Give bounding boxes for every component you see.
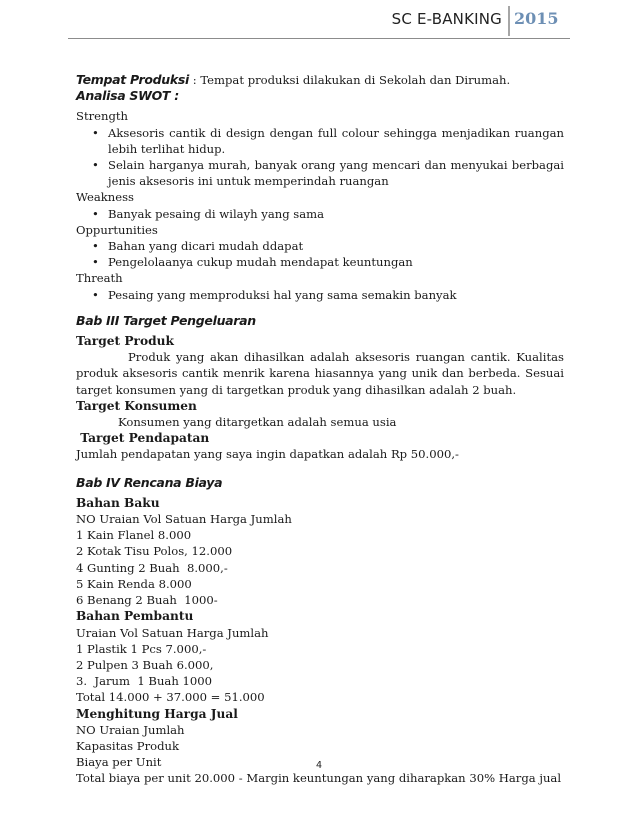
table-row: Uraian Vol Satuan Harga Jumlah: [76, 625, 269, 640]
list-item: • Banyak pesaing di wilayh yang sama: [76, 206, 564, 222]
table-row: 1 Kain Flanel 8.000: [76, 528, 192, 543]
table-row: 2 Pulpen 3 Buah 6.000,: [76, 657, 214, 672]
list-item: • Selain harganya murah, banyak orang yang mencari dan menyukai berbagai jenis aksesoris ini untuk memperindah ruangan: [76, 157, 564, 189]
table-row: 2 Kotak Tisu Polos, 12.000: [76, 544, 233, 559]
bahan-pembantu-title: Bahan Pembantu: [76, 609, 194, 624]
table-row: NO Uraian Vol Satuan Harga Jumlah: [76, 512, 292, 527]
header-year: 2015: [514, 9, 559, 28]
target-konsumen-title: Target Konsumen: [76, 398, 197, 413]
weakness-label: Weakness: [76, 190, 134, 205]
bab4-heading: Bab IV Rencana Biaya: [76, 474, 223, 490]
tempat-produksi-label: Tempat Produksi: [76, 72, 190, 87]
bab3-heading: Bab III Target Pengeluaran: [76, 312, 256, 328]
target-konsumen-text: Konsumen yang ditargetkan adalah semua usia: [118, 415, 397, 430]
strength-label: Strength: [76, 109, 129, 124]
table-row: 4 Gunting 2 Buah 8.000,-: [76, 560, 228, 575]
page-content: [76, 72, 564, 787]
table-row: 6 Benang 2 Buah 1000-: [76, 593, 218, 608]
header-title: SC E-BANKING: [391, 10, 502, 28]
list-item: • Bahan yang dicari mudah ddapat: [76, 238, 564, 254]
threath-label: Threath: [76, 271, 123, 286]
table-row: Total 14.000 + 37.000 = 51.000: [76, 690, 265, 705]
target-pendapatan-text: Jumlah pendapatan yang saya ingin dapatkan adalah Rp 50.000,-: [76, 447, 459, 462]
tempat-produksi-line: [76, 72, 564, 88]
table-row: 3. Jarum 1 Buah 1000: [76, 674, 212, 689]
table-row: Total biaya per unit 20.000 - Margin keuntungan yang diharapkan 30% Harga jual: [76, 771, 562, 786]
opportunities-label: Oppurtunities: [76, 222, 158, 237]
harga-jual-title: Menghitung Harga Jual: [76, 706, 238, 721]
threath-list: [76, 287, 564, 303]
opportunities-list: [76, 238, 564, 270]
table-row: 1 Plastik 1 Pcs 7.000,-: [76, 641, 207, 656]
list-item: • Pesaing yang memproduksi hal yang sama semakin banyak: [76, 287, 564, 303]
table-row: Kapasitas Produk: [76, 738, 180, 753]
page-number: 4: [315, 760, 323, 771]
list-item: • Pengelolaanya cukup mudah mendapat keuntungan: [76, 254, 564, 270]
header-rule: [68, 38, 570, 39]
bahan-baku-title: Bahan Baku: [76, 495, 160, 510]
strength-list: [76, 125, 564, 190]
table-row: Biaya per Unit: [76, 755, 162, 770]
swot-heading: Analisa SWOT :: [76, 88, 179, 104]
list-item: • Aksesoris cantik di design dengan full colour sehingga menjadikan ruangan lebih terlihat hidup.: [76, 125, 564, 157]
header-separator: [508, 6, 510, 36]
tempat-produksi-text: : Tempat produksi dilakukan di Sekolah dan Dirumah.: [189, 73, 511, 87]
weakness-list: [76, 206, 564, 222]
target-produk-text: Produk yang akan dihasilkan adalah aksesoris ruangan cantik. Kualitas produk aksesoris cantik menrik karena hiasannya yang unik dan berbeda. Sesuai target konsumen yang di targetkan produk yang dihasilkan adalah 2 buah.: [76, 350, 564, 397]
table-row: NO Uraian Jumlah: [76, 722, 185, 737]
table-row: 5 Kain Renda 8.000: [76, 576, 192, 591]
target-produk-title: Target Produk: [76, 334, 174, 349]
target-pendapatan-title: Target Pendapatan: [76, 431, 210, 446]
